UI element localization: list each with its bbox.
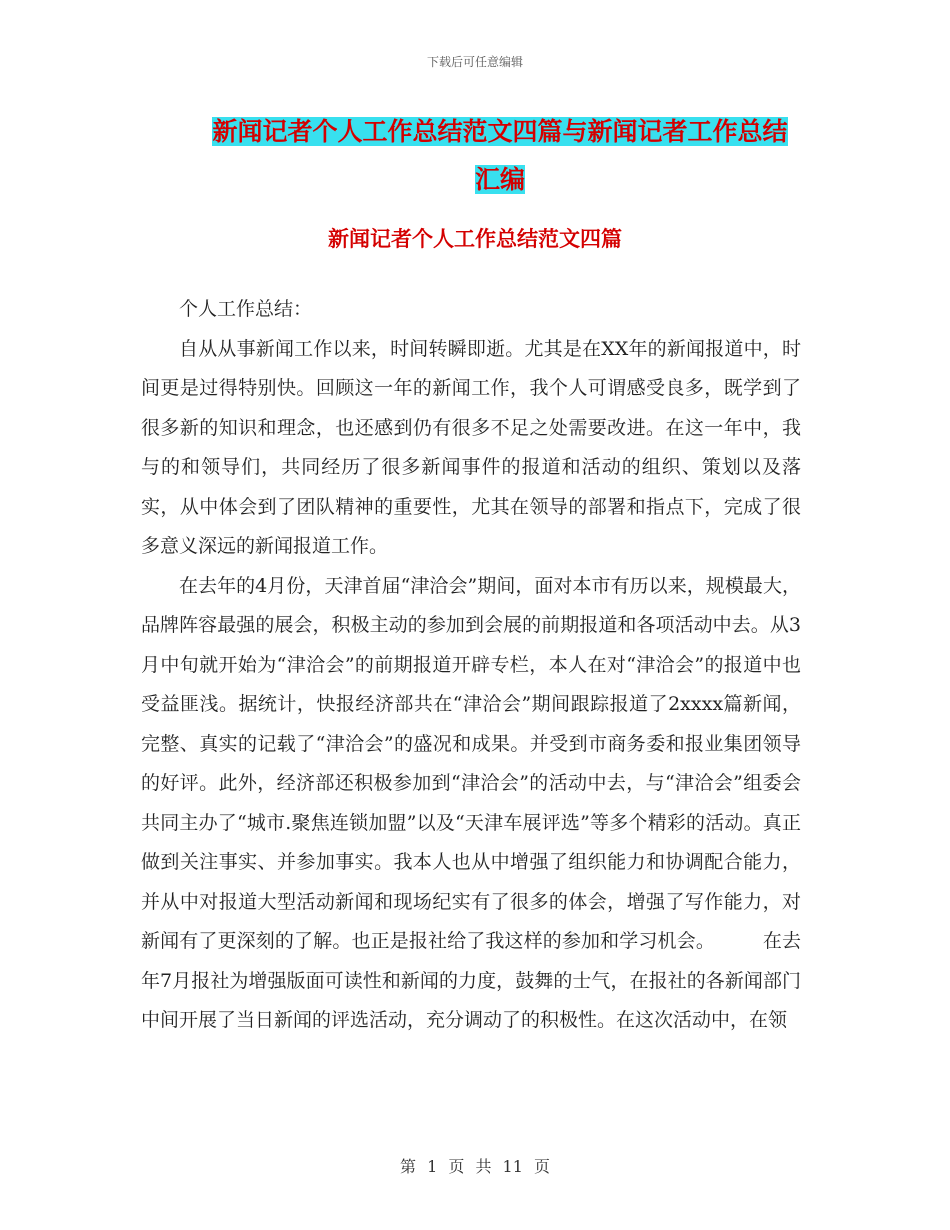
section-title: 新闻记者个人工作总结范文四篇 (328, 226, 622, 251)
paragraph-3: 在去年的4月份，天津首届“津洽会”期间，面对本市有历以来，规模最大，品牌阵容最强的展会，积极主动的参加到会展的前期报道和各项活动中去。从3月中旬就开始为“津洽会”的前期报道开辟专栏，本人在对“津洽会”的报道中也受益匪浅。据统计，快报经济部共在“津洽会”期间跟踪报道了2xxxx篇新闻，完整、真实的记载了“津洽会”的盛况和成果。并受到市商务委和报业集团领导的好评。此外，经济部还积极参加到“津洽会”的活动中去，与“津洽会”组委会共同主办了“城市.聚焦连锁加盟”以及“天津车展评选”等多个精彩的活动。真正做到关注事实、并参加事实。我本人也从中增强了组织能力和协调配合能力，并从中对报道大型活动新闻和现场纪实有了很多的体会，增强了写作能力，对新闻有了更深刻的了解。也正是报社给了我这样的参加和学习机会。 在去年7月报社为增强版面可读性和新闻的力度，鼓舞的士气，在报社的各新闻部门中间开展了当日新闻的评选活动，充分调动了的积极性。在这次活动中，在领 (141, 574, 801, 1031)
document-title-line-1: 新闻记者个人工作总结范文四篇与新闻记者工作总结 (212, 117, 788, 146)
page-header: 下载后可任意编辑 (426, 55, 523, 69)
page-footer: 第 1 页 共 11 页 (400, 1157, 550, 1176)
paragraph-2: 自从从事新闻工作以来，时间转瞬即逝。尤其是在XX年的新闻报道中，时间更是过得特别快。回顾这一年的新闻工作，我个人可谓感受良多，既学到了很多新的知识和理念，也还感到仍有很多不足之处需要改进。在这一年中，我与的和领导们，共同经历了很多新闻事件的报道和活动的组织、策划以及落实，从中体会到了团队精神的重要性，尤其在领导的部署和指点下，完成了很多意义深远的新闻报道工作。 (141, 337, 801, 557)
document-title-line-2: 汇编 (474, 165, 525, 194)
body-text (141, 290, 801, 1041)
paragraph-1: 个人工作总结： (179, 298, 313, 320)
document-title (190, 108, 810, 204)
